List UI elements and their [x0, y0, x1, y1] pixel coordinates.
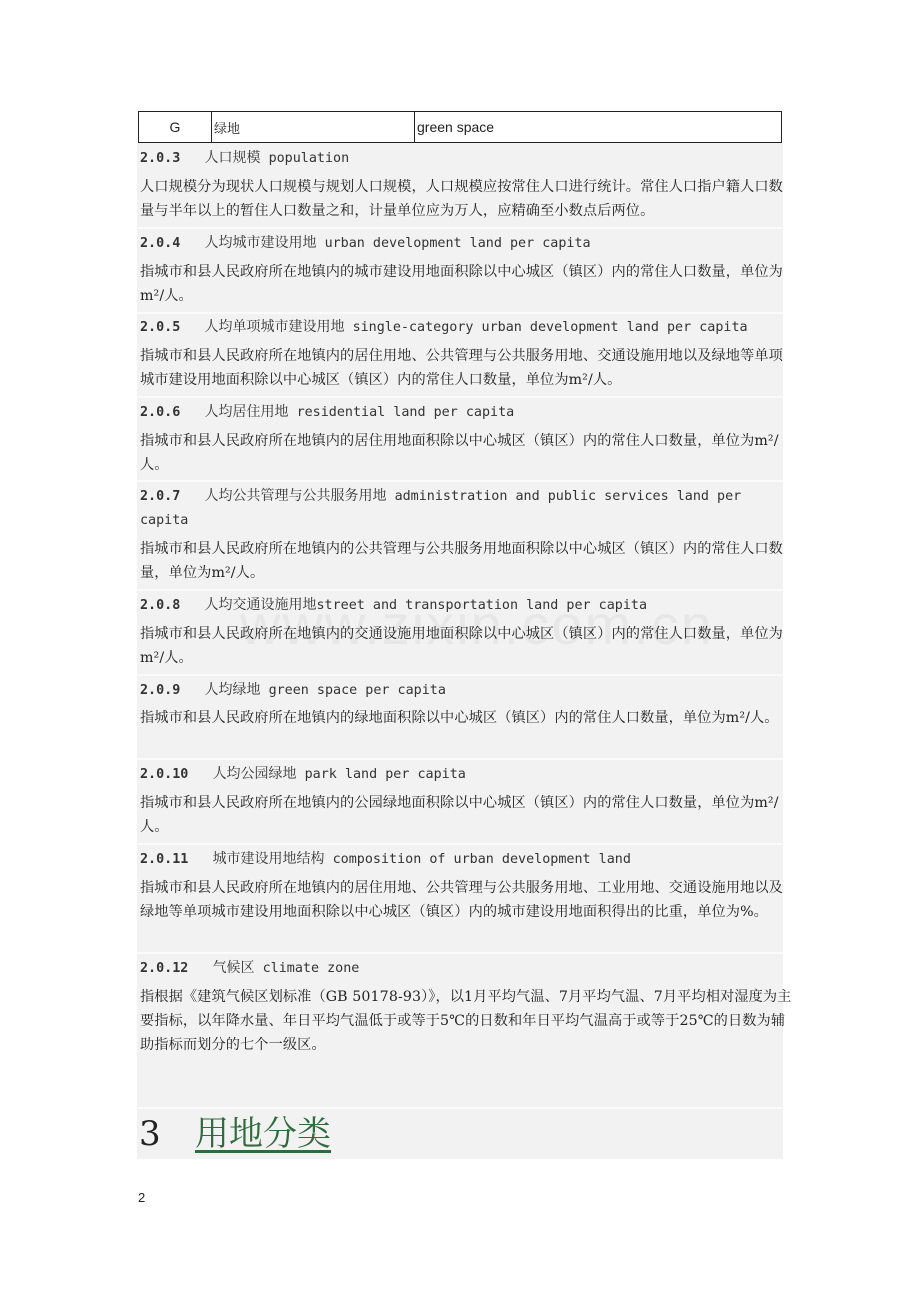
term-name-cn: 人均城市建设用地	[204, 235, 317, 251]
definition-text: 指城市和县人民政府所在地镇内的居住用地、公共管理与公共服务用地、工业用地、交通设施用地以及绿地等单项城市建设用地面积除以中心城区（镇区）内的城市建设用地面积得出的比重，单位为%。	[140, 880, 783, 920]
term-number: 2.0.11	[140, 852, 189, 867]
term-line-2-0-8	[140, 593, 647, 618]
definition-text: 指城市和县人民政府所在地镇内的交通设施用地面积除以中心城区（镇区）内的常住人口数量，单位为m²/人。	[140, 626, 783, 666]
term-number: 2.0.3	[140, 151, 181, 166]
term-name-en: single-category urban development land per capita	[352, 320, 748, 335]
term-line-2-0-10	[140, 762, 466, 787]
term-line-2-0-11	[140, 847, 631, 872]
definition-text: 指城市和县人民政府所在地镇内的居住用地面积除以中心城区（镇区）内的常住人口数量，单位为m²/人。	[140, 433, 779, 473]
definitions-section	[137, 143, 792, 1159]
divider	[137, 952, 783, 954]
divider	[137, 843, 783, 845]
term-name-cn: 人均居住用地	[204, 404, 289, 420]
divider	[137, 396, 783, 398]
definition-2-0-11	[140, 876, 792, 924]
term-line-2-0-6	[140, 400, 514, 425]
term-line-2-0-7	[140, 484, 780, 533]
definition-text: 人口规模分为现状人口规模与规划人口规模，人口规模应按常住人口进行统计。常住人口指户籍人口数量与半年以上的暂住人口数量之和，计量单位应为万人，应精确至小数点后两位。	[140, 179, 783, 219]
term-name-cn: 人均公园绿地	[212, 766, 297, 782]
definition-2-0-3	[140, 175, 792, 223]
definition-text: 指城市和县人民政府所在地镇内的公园绿地面积除以中心城区（镇区）内的常住人口数量，单位为m²/人。	[140, 795, 779, 835]
table-row	[139, 112, 782, 143]
term-name-en: street and transportation land per capita	[316, 598, 648, 613]
term-name-cn: 人均单项城市建设用地	[204, 319, 345, 335]
term-name-cn: 人均绿地	[204, 682, 261, 698]
definition-2-0-8	[140, 622, 792, 670]
table-cell-name-en: green space	[415, 112, 782, 143]
definition-2-0-9	[140, 706, 792, 730]
term-name-en: green space per capita	[268, 683, 446, 698]
definition-text: 指城市和县人民政府所在地镇内的城市建设用地面积除以中心城区（镇区）内的常住人口数量，单位为m²/人。	[140, 264, 783, 304]
definition-text: 指城市和县人民政府所在地镇内的公共管理与公共服务用地面积除以中心城区（镇区）内的常住人口数量，单位为m²/人。	[140, 541, 783, 581]
term-name-en: administration and public services land per capita	[140, 489, 742, 528]
definition-text: 指城市和县人民政府所在地镇内的居住用地、公共管理与公共服务用地、交通设施用地以及绿地等单项城市建设用地面积除以中心城区（镇区）内的常住人口数量，单位为m²/人。	[140, 348, 783, 388]
divider	[137, 674, 783, 676]
definition-2-0-10	[140, 791, 792, 839]
definition-text: 指城市和县人民政府所在地镇内的绿地面积除以中心城区（镇区）内的常住人口数量，单位为m²/人。	[140, 710, 779, 726]
page-number: 2	[138, 1190, 146, 1205]
code-table-grid	[138, 111, 782, 143]
term-name-cn: 人均交通设施用地	[204, 597, 317, 613]
term-name-en: climate zone	[262, 961, 360, 976]
term-number: 2.0.7	[140, 489, 181, 504]
term-name-en: composition of urban development land	[332, 852, 631, 867]
definition-2-0-4	[140, 260, 792, 308]
term-line-2-0-12	[140, 956, 359, 981]
table-cell-name-cn: 绿地	[212, 112, 415, 143]
term-number: 2.0.10	[140, 767, 189, 782]
term-line-2-0-4	[140, 231, 591, 256]
definition-2-0-7	[140, 537, 792, 585]
term-name-cn: 城市建设用地结构	[212, 851, 325, 867]
term-name-cn: 人均公共管理与公共服务用地	[204, 488, 387, 504]
divider	[137, 758, 783, 760]
term-name-en: park land per capita	[304, 767, 466, 782]
term-name-cn: 气候区	[212, 960, 255, 976]
term-number: 2.0.4	[140, 236, 181, 251]
term-line-2-0-9	[140, 678, 446, 703]
definition-text: 指根据《建筑气候区划标准（GB 50178-93）》，以1月平均气温、7月平均气温、7月平均相对湿度为主要指标，以年降水量、年日平均气温低于或等于5℃的日数和年日平均气温高于或等于25℃的日数为辅助指标而划分的七个一级区。	[140, 989, 792, 1053]
divider	[137, 589, 783, 591]
term-number: 2.0.12	[140, 961, 189, 976]
term-number: 2.0.8	[140, 598, 181, 613]
definition-2-0-12	[140, 985, 792, 1057]
term-name-en: residential land per capita	[296, 405, 515, 420]
section-number: 3	[139, 1114, 161, 1154]
term-number: 2.0.5	[140, 320, 181, 335]
term-number: 2.0.9	[140, 683, 181, 698]
term-number: 2.0.6	[140, 405, 181, 420]
section-title-link[interactable]: 用地分类	[195, 1114, 331, 1154]
definition-2-0-5	[140, 344, 792, 392]
divider	[137, 312, 783, 314]
section-heading	[137, 1109, 783, 1159]
table-cell-code: G	[139, 112, 212, 143]
divider	[137, 480, 783, 482]
classification-table	[138, 111, 782, 143]
term-name-cn: 人口规模	[204, 150, 261, 166]
term-name-en: urban development land per capita	[324, 236, 591, 251]
term-name-en: population	[268, 151, 350, 166]
divider	[137, 227, 783, 229]
term-line-2-0-3	[140, 146, 349, 171]
definition-2-0-6	[140, 429, 792, 477]
term-line-2-0-5	[140, 315, 748, 340]
